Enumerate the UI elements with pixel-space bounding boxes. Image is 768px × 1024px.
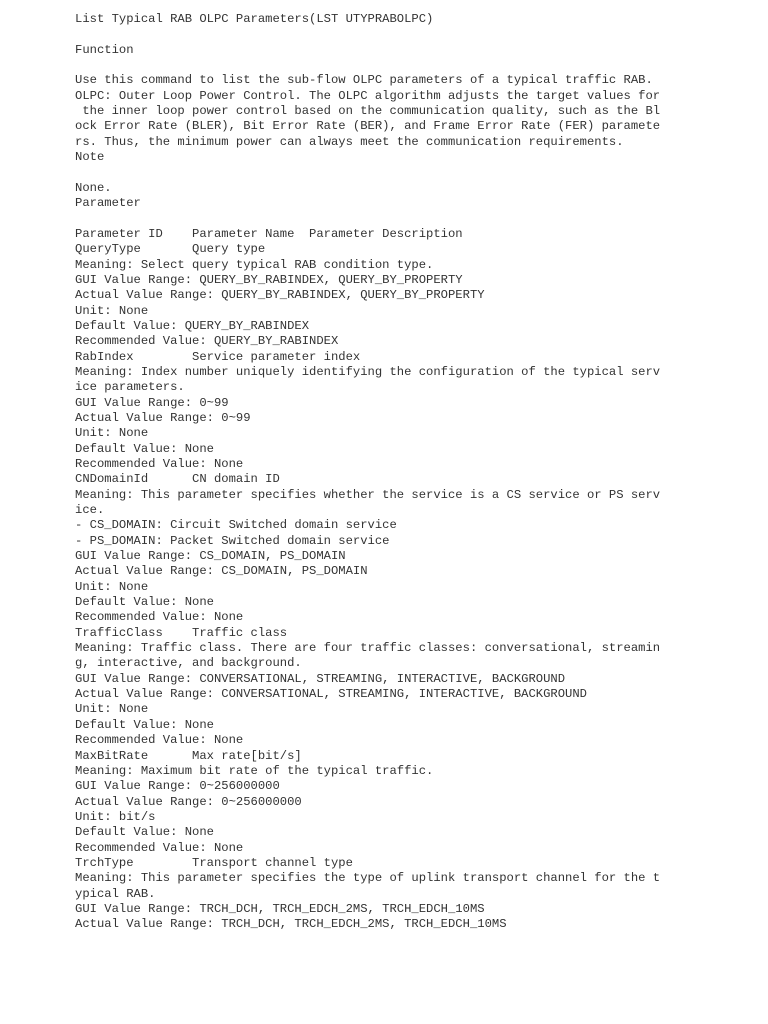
document-page: [75, 12, 735, 933]
parameter-line: Recommended Value: None: [75, 610, 244, 625]
spacer: [75, 27, 735, 42]
parameter-heading: Parameter: [75, 196, 141, 211]
parameter-line: - PS_DOMAIN: Packet Switched domain service: [75, 533, 390, 548]
parameter-line: Meaning: Maximum bit rate of the typical traffic.: [75, 763, 434, 778]
parameter-line: Default Value: None: [75, 825, 214, 840]
parameter-line: Meaning: Select query typical RAB condition type.: [75, 257, 434, 272]
document-title: List Typical RAB OLPC Parameters(LST UTYPRABOLPC): [75, 12, 434, 26]
parameter-line: Actual Value Range: 0~99: [75, 410, 251, 425]
parameter-line: Unit: bit/s: [75, 809, 156, 824]
spacer: [75, 58, 735, 73]
parameter-list: [75, 242, 735, 932]
parameter-line: - CS_DOMAIN: Circuit Switched domain service: [75, 518, 397, 533]
function-text-line: ock Error Rate (BLER), Bit Error Rate (BER), and Frame Error Rate (FER) paramete: [75, 119, 661, 134]
parameter-line: QueryType Query type: [75, 242, 266, 257]
parameter-line: Meaning: This parameter specifies whether the service is a CS service or PS serv: [75, 487, 661, 502]
note-heading: Note: [75, 150, 105, 165]
parameter-line: TrchType Transport channel type: [75, 855, 353, 870]
table-header: Parameter ID Parameter Name Parameter Description: [75, 226, 463, 241]
spacer: [75, 165, 735, 180]
function-text-line: rs. Thus, the minimum power can always meet the communication requirements.: [75, 134, 624, 149]
parameter-line: ice.: [75, 503, 105, 517]
parameter-line: Actual Value Range: CONVERSATIONAL, STREAMING, INTERACTIVE, BACKGROUND: [75, 687, 587, 702]
parameter-line: Recommended Value: None: [75, 840, 244, 855]
parameter-line: Default Value: QUERY_BY_RABINDEX: [75, 318, 310, 333]
parameter-line: Actual Value Range: TRCH_DCH, TRCH_EDCH_2MS, TRCH_EDCH_10MS: [75, 917, 507, 932]
parameter-line: Recommended Value: None: [75, 733, 244, 748]
parameter-line: Unit: None: [75, 702, 149, 717]
parameter-line: ypical RAB.: [75, 886, 156, 901]
parameter-line: CNDomainId CN domain ID: [75, 472, 280, 487]
parameter-line: Meaning: Index number uniquely identifying the configuration of the typical serv: [75, 364, 661, 379]
parameter-line: GUI Value Range: 0~99: [75, 395, 229, 410]
parameter-line: Recommended Value: None: [75, 456, 244, 471]
parameter-line: Unit: None: [75, 426, 149, 441]
parameter-line: Actual Value Range: 0~256000000: [75, 794, 302, 809]
parameter-line: TrafficClass Traffic class: [75, 625, 288, 640]
spacer: [75, 211, 735, 226]
function-heading: Function: [75, 42, 134, 57]
parameter-line: g, interactive, and background.: [75, 656, 302, 671]
parameter-line: Unit: None: [75, 303, 149, 318]
parameter-line: Recommended Value: QUERY_BY_RABINDEX: [75, 334, 339, 349]
function-text-line: the inner loop power control based on the communication quality, such as the Bl: [75, 104, 661, 119]
parameter-line: Actual Value Range: QUERY_BY_RABINDEX, QUERY_BY_PROPERTY: [75, 288, 485, 303]
parameter-line: Actual Value Range: CS_DOMAIN, PS_DOMAIN: [75, 564, 368, 579]
parameter-line: Unit: None: [75, 579, 149, 594]
parameter-line: Default Value: None: [75, 595, 214, 610]
parameter-line: Meaning: This parameter specifies the type of uplink transport channel for the t: [75, 871, 661, 886]
parameter-line: Default Value: None: [75, 717, 214, 732]
note-text: None.: [75, 180, 112, 195]
parameter-line: GUI Value Range: CONVERSATIONAL, STREAMING, INTERACTIVE, BACKGROUND: [75, 671, 566, 686]
parameter-line: RabIndex Service parameter index: [75, 349, 361, 364]
parameter-line: GUI Value Range: TRCH_DCH, TRCH_EDCH_2MS, TRCH_EDCH_10MS: [75, 901, 485, 916]
parameter-line: GUI Value Range: CS_DOMAIN, PS_DOMAIN: [75, 549, 346, 564]
parameter-line: MaxBitRate Max rate[bit/s]: [75, 748, 302, 763]
parameter-line: ice parameters.: [75, 380, 185, 395]
function-text-line: Use this command to list the sub-flow OLPC parameters of a typical traffic RAB.: [75, 73, 653, 88]
parameter-line: GUI Value Range: QUERY_BY_RABINDEX, QUERY_BY_PROPERTY: [75, 272, 463, 287]
parameter-line: Default Value: None: [75, 441, 214, 456]
parameter-line: Meaning: Traffic class. There are four traffic classes: conversational, streamin: [75, 641, 661, 656]
parameter-line: GUI Value Range: 0~256000000: [75, 779, 280, 794]
function-text-line: OLPC: Outer Loop Power Control. The OLPC algorithm adjusts the target values for: [75, 88, 661, 103]
